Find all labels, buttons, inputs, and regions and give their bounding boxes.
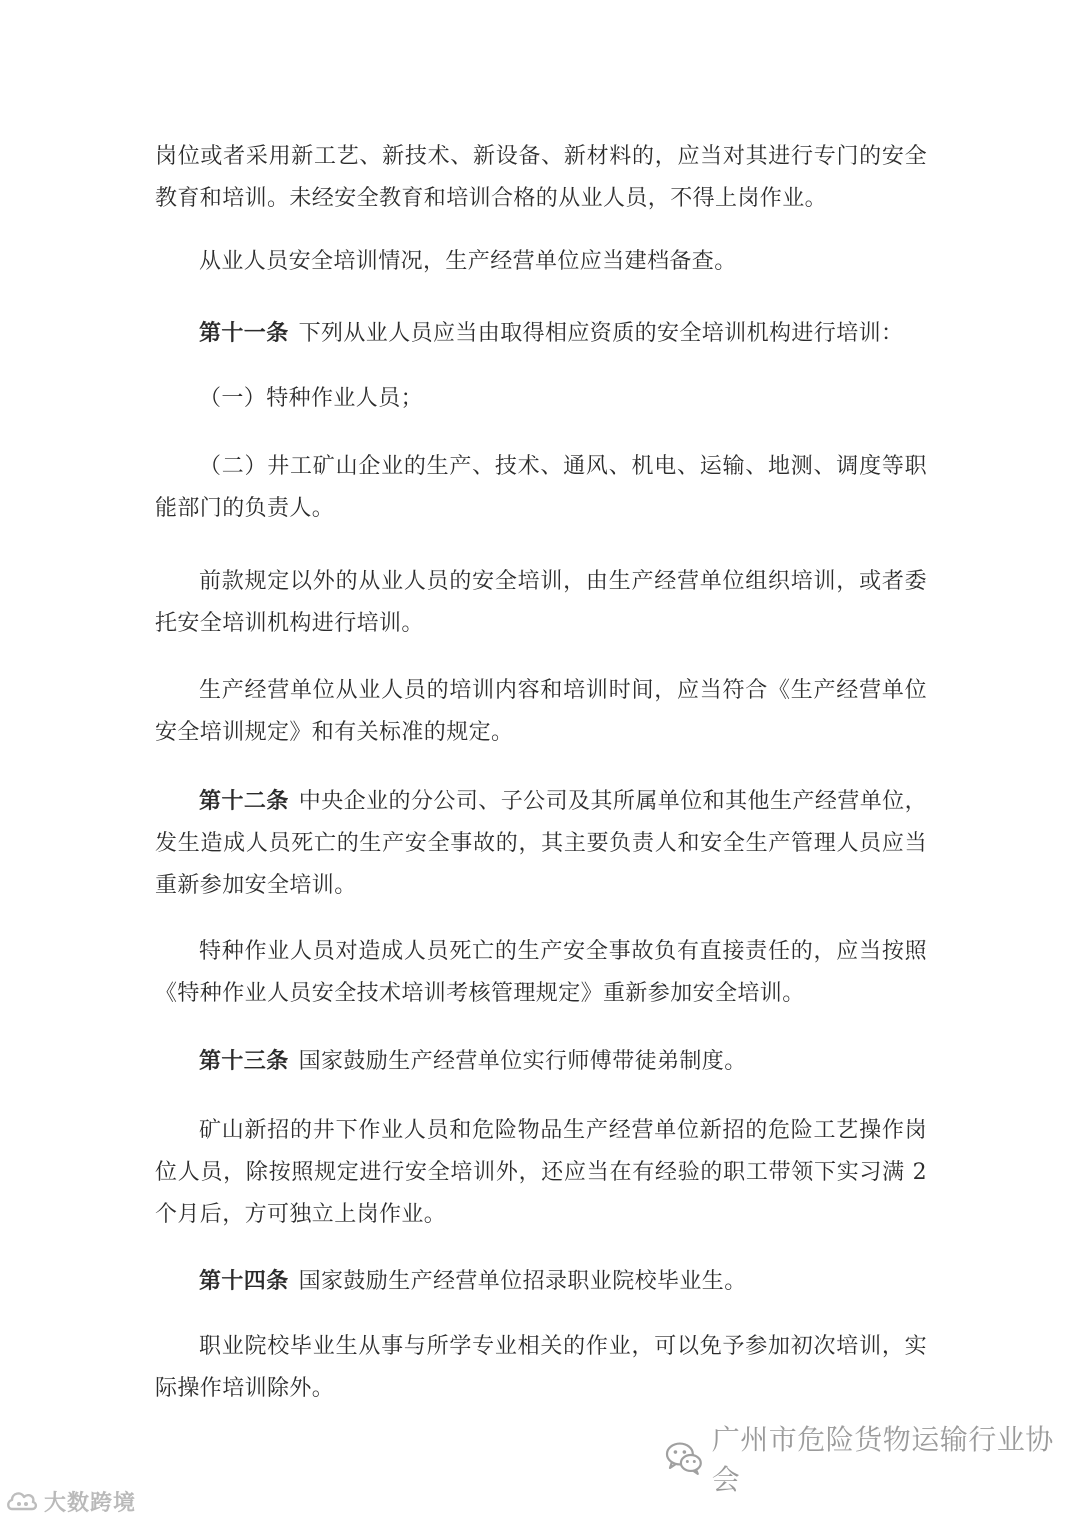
paragraph-12 (155, 1260, 927, 1303)
paragraph-10 (155, 1040, 927, 1083)
paragraph-13 (155, 1326, 927, 1410)
paragraph-1 (155, 136, 927, 220)
paragraph-7 (155, 670, 927, 754)
paragraph-text: 前款规定以外的从业人员的安全培训，由生产经营单位组织培训，或者委托安全培训机构进行培训。 (155, 569, 927, 636)
paragraph-text: 生产经营单位从业人员的培训内容和培训时间，应当符合《生产经营单位安全培训规定》和有关标准的规定。 (155, 678, 927, 745)
article-number: 第十三条 (199, 1048, 289, 1074)
paragraph-text: 下列从业人员应当由取得相应资质的安全培训机构进行培训： (298, 321, 904, 346)
article-number: 第十二条 (199, 788, 289, 814)
paragraph-11 (155, 1110, 927, 1236)
paragraph-text: （二）井工矿山企业的生产、技术、通风、机电、运输、地测、调度等职能部门的负责人。 (155, 454, 927, 521)
paragraph-3 (155, 312, 927, 355)
paragraph-4 (155, 378, 927, 420)
paragraph-text: 从业人员安全培训情况，生产经营单位应当建档备查。 (199, 249, 737, 274)
paragraph-2 (155, 241, 927, 283)
paragraph-text: 中央企业的分公司、子公司及其所属单位和其他生产经营单位，发生造成人员死亡的生产安全事故的，其主要负责人和安全生产管理人员应当重新参加安全培训。 (155, 789, 928, 898)
paragraph-9 (155, 931, 927, 1015)
cloud-logo-icon (6, 1487, 38, 1515)
paragraph-text: 岗位或者采用新工艺、新技术、新设备、新材料的，应当对其进行专门的安全教育和培训。未经安全教育和培训合格的从业人员，不得上岗作业。 (155, 144, 927, 211)
paragraph-text: 国家鼓励生产经营单位实行师傅带徒弟制度。 (298, 1049, 747, 1074)
article-number: 第十一条 (199, 320, 289, 346)
paragraph-text: 矿山新招的井下作业人员和危险物品生产经营单位新招的危险工艺操作岗位人员，除按照规定进行安全培训外，还应当在有经验的职工带领下实习满 2 个月后，方可独立上岗作业。 (155, 1118, 927, 1227)
paragraph-text: 国家鼓励生产经营单位招录职业院校毕业生。 (298, 1269, 747, 1294)
article-number: 第十四条 (199, 1268, 289, 1294)
wechat-account-name: 广州市危险货物运输行业协会 (711, 1423, 1054, 1496)
wechat-account-watermark (664, 1423, 1080, 1496)
source-watermark (6, 1484, 136, 1518)
paragraph-text: （一）特种作业人员； (199, 386, 424, 411)
wechat-icon (664, 1439, 704, 1477)
paragraph-6 (155, 561, 927, 645)
paragraph-text: 特种作业人员对造成人员死亡的生产安全事故负有直接责任的，应当按照《特种作业人员安全技术培训考核管理规定》重新参加安全培训。 (155, 939, 927, 1006)
source-watermark-text: 大数跨境 (44, 1490, 137, 1516)
paragraph-text: 职业院校毕业生从事与所学专业相关的作业，可以免予参加初次培训，实际操作培训除外。 (155, 1334, 927, 1401)
paragraph-8 (155, 780, 927, 907)
paragraph-5 (155, 446, 927, 530)
